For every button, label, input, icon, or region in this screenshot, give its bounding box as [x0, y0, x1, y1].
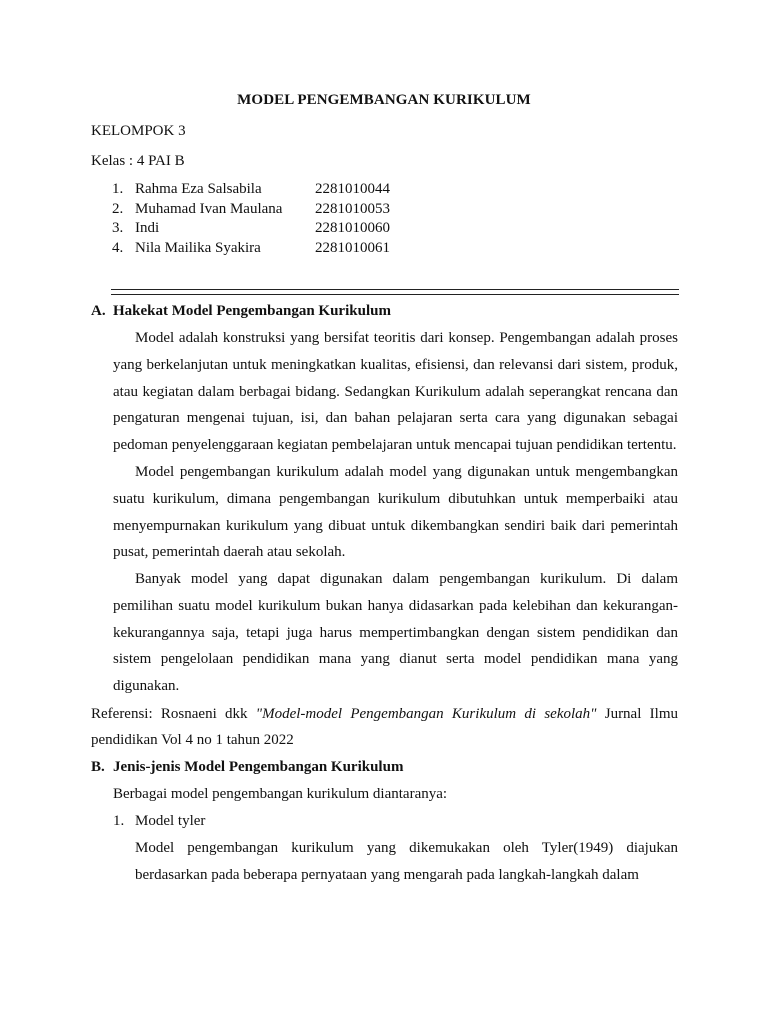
- section-b-label: B.: [91, 759, 105, 775]
- member-id: 2281010044: [315, 181, 390, 197]
- section-a-label: A.: [91, 303, 106, 319]
- member-number: 4.: [112, 239, 124, 256]
- member-name: Indi: [135, 220, 160, 236]
- list-item-title: Model tyler: [135, 813, 206, 829]
- section-b-intro: Berbagai model pengembangan kurikulum diantaranya:: [113, 786, 448, 802]
- section-b-title: Jenis-jenis Model Pengembangan Kurikulum: [113, 759, 404, 775]
- member-name: Rahma Eza Salsabila: [135, 181, 262, 197]
- reference-note: [91, 701, 678, 753]
- double-rule-divider: [111, 289, 679, 295]
- section-a-title: Hakekat Model Pengembangan Kurikulum: [113, 303, 391, 319]
- member-number: 1.: [112, 181, 124, 197]
- class-label: Kelas : 4 PAI B: [91, 153, 185, 169]
- reference-title: "Model-model Pengembangan Kurikulum di sekolah": [255, 706, 597, 722]
- member-id: 2281010060: [315, 220, 390, 236]
- member-number: 2.: [112, 200, 124, 217]
- reference-suffix: Jurnal Ilmu pendidikan Vol 4 no 1 tahun 2022: [91, 706, 678, 748]
- member-id: 2281010053: [315, 200, 390, 217]
- list-item-number: 1.: [113, 813, 125, 829]
- group-label: KELOMPOK 3: [91, 123, 186, 139]
- reference-prefix: Referensi: Rosnaeni dkk: [91, 706, 256, 722]
- member-number: 3.: [112, 220, 124, 236]
- list-item-heading: [113, 813, 205, 830]
- member-name: Muhamad Ivan Maulana: [135, 200, 283, 217]
- section-a-heading: [91, 303, 391, 320]
- document-title: MODEL PENGEMBANGAN KURIKULUM: [237, 92, 531, 108]
- section-a-paragraph-3: Banyak model yang dapat digunakan dalam pengembangan kurikulum. Di dalam pemilihan suatu model kurikulum bukan hanya didasarkan pada kelebihan dan kekurangan-kekurangannya saja, tetapi juga harus mempertimbangkan dengan sistem pendidikan dan sistem pengelolaan pendidikan mana yang dianut serta model pendidikan mana yang digunakan.: [113, 571, 678, 695]
- section-b-heading: [91, 759, 403, 776]
- list-item-text: Model pengembangan kurikulum yang dikemukakan oleh Tyler(1949) diajukan berdasarkan pada beberapa pernyataan yang mengarah pada langkah-langkah dalam: [135, 840, 678, 883]
- member-name: Nila Mailika Syakira: [135, 239, 261, 256]
- member-id: 2281010061: [315, 239, 390, 256]
- section-a-paragraph-1: Model adalah konstruksi yang bersifat teoritis dari konsep. Pengembangan adalah proses yang berkelanjutan untuk meningkatkan kualitas, efisiensi, dan relevansi dari sistem, produk, atau kegiatan dalam berbagai bidang. Sedangkan Kurikulum adalah seperangkat rencana dan pengaturan mengenai tujuan, isi, dan bahan pelajaran serta cara yang digunakan sebagai pedoman penyelenggaraan kegiatan pembelajaran untuk mencapai tujuan pendidikan tertentu.: [113, 330, 678, 454]
- section-a-paragraph-2: Model pengembangan kurikulum adalah model yang digunakan untuk mengembangkan suatu kurikulum, dimana pengembangan kurikulum dibutuhkan untuk memperbaiki atau menyempurnakan kurikulum yang dibuat untuk dikembangkan sendiri baik dari pemerintah pusat, pemerintah daerah atau sekolah.: [113, 464, 678, 561]
